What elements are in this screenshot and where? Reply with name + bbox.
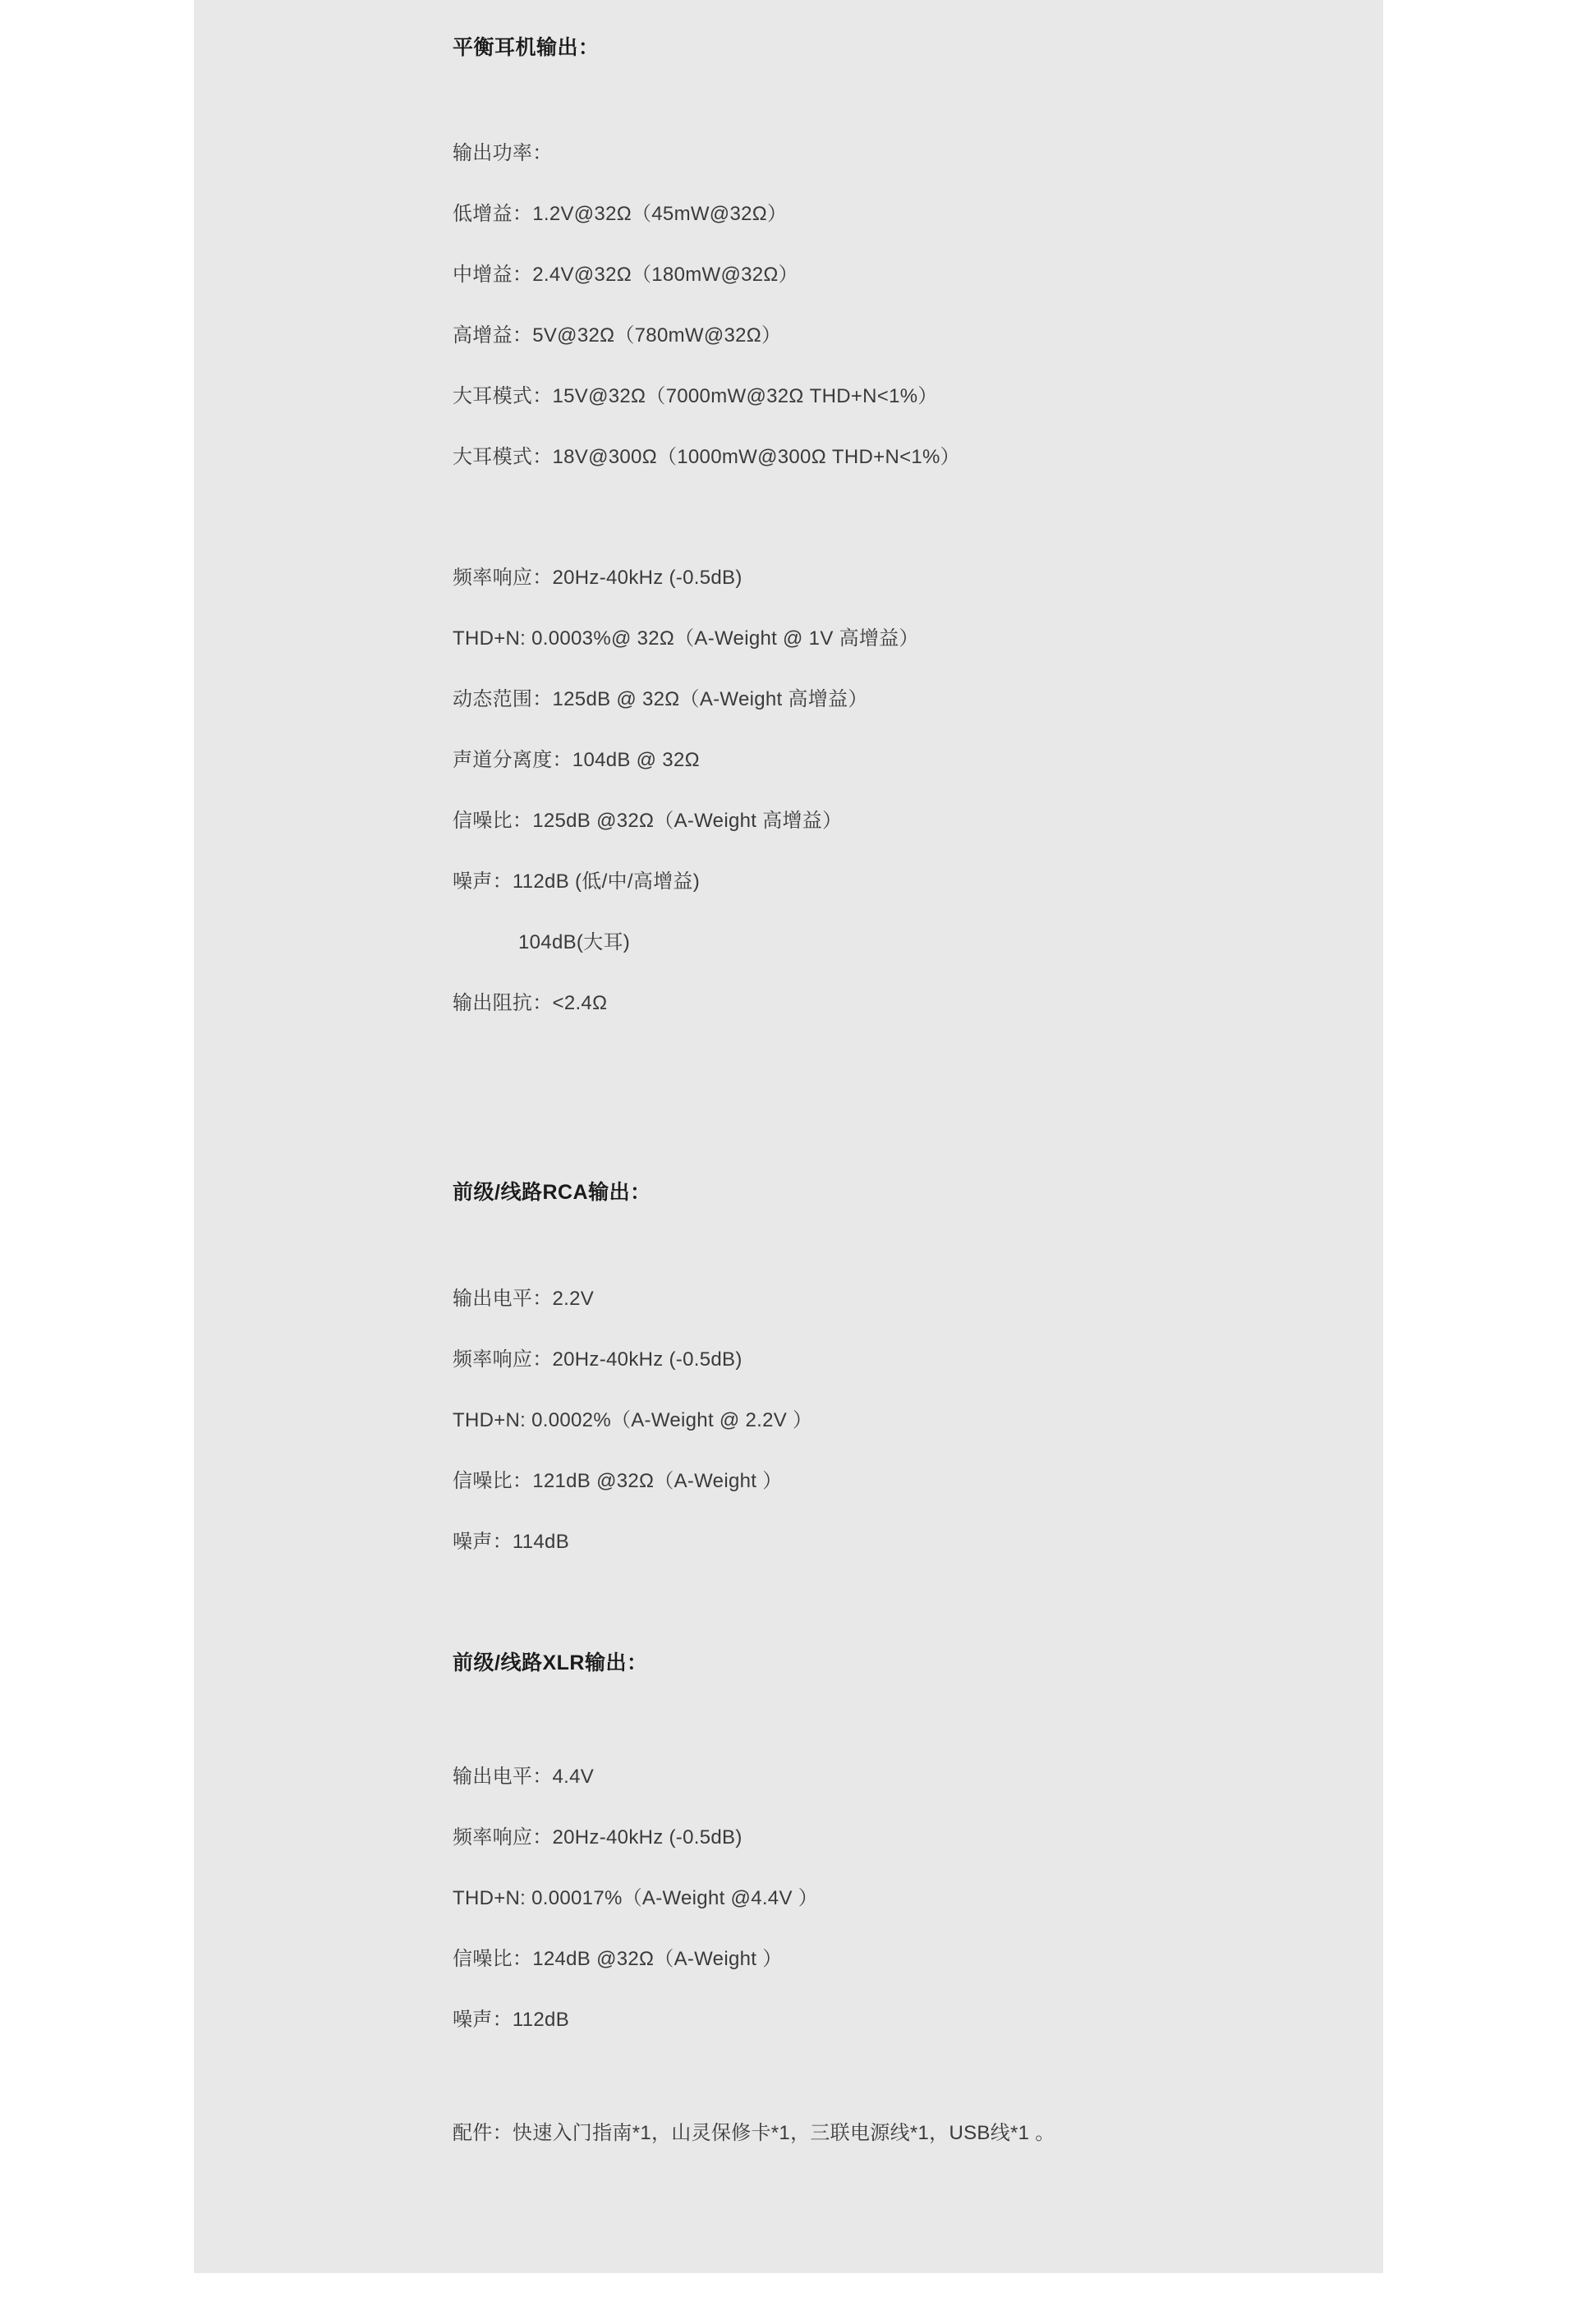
rca-line-1	[453, 1350, 1520, 1370]
spec-line: 中增益：2.4V@32Ω（180mW@32Ω）	[453, 264, 798, 286]
measurement-line-2	[453, 690, 1520, 710]
rca-line-2	[453, 1411, 1520, 1431]
rca-line-4	[453, 1532, 1520, 1552]
spec-line: 输出电平：2.2V	[453, 1288, 595, 1310]
spec-line: 104dB(大耳)	[518, 931, 631, 953]
spec-line: 频率响应：20Hz-40kHz (-0.5dB)	[453, 1348, 743, 1371]
output-power-line-3	[453, 326, 1520, 346]
spec-line: 信噪比：124dB @32Ω（A-Weight ）	[453, 1948, 783, 1970]
xlr-line-4	[453, 2010, 1520, 2030]
xlr-line-1	[453, 1828, 1520, 1848]
rca-line-0	[453, 1289, 1520, 1309]
xlr-line-3	[453, 1950, 1520, 1969]
rca-line-3	[453, 1472, 1520, 1491]
section-title: 前级/线路RCA输出：	[453, 1181, 651, 1204]
output-power-line-1	[453, 204, 1520, 224]
spec-line: 噪声：112dB (低/中/高增益)	[453, 870, 701, 893]
spec-line: 噪声：114dB	[453, 1531, 570, 1553]
measurement-line-0	[453, 568, 1520, 588]
output-power-line-5	[453, 448, 1520, 467]
spec-line: 信噪比：121dB @32Ω（A-Weight ）	[453, 1470, 783, 1492]
spec-line: 频率响应：20Hz-40kHz (-0.5dB)	[453, 1826, 743, 1849]
spec-line: 输出阻抗：<2.4Ω	[453, 992, 608, 1014]
section-title: 平衡耳机输出：	[453, 36, 600, 59]
spec-line: 声道分离度：104dB @ 32Ω	[453, 749, 700, 771]
spec-line: 信噪比：125dB @32Ω（A-Weight 高增益）	[453, 810, 843, 832]
measurement-line-output-impedance	[453, 994, 1520, 1013]
spec-line: 高增益：5V@32Ω（780mW@32Ω）	[453, 324, 782, 347]
section-heading-balanced-headphone-output	[453, 31, 1520, 61]
spec-line: THD+N: 0.0003%@ 32Ω（A-Weight @ 1V 高增益）	[453, 627, 919, 650]
accessories-line	[453, 2124, 1520, 2143]
measurement-line-1	[453, 629, 1520, 649]
measurement-line-3	[453, 751, 1520, 770]
spec-line: THD+N: 0.00017%（A-Weight @4.4V ）	[453, 1887, 819, 1909]
spec-line: 噪声：112dB	[453, 2009, 570, 2031]
spec-line: 大耳模式：18V@300Ω（1000mW@300Ω THD+N<1%）	[453, 446, 960, 468]
output-power-line-4	[453, 387, 1520, 406]
spec-line: 频率响应：20Hz-40kHz (-0.5dB)	[453, 567, 743, 589]
measurement-line-5	[453, 872, 1520, 892]
spec-line: 大耳模式：15V@32Ω（7000mW@32Ω THD+N<1%）	[453, 385, 938, 407]
measurement-line-noise-continuation	[453, 933, 1520, 953]
spec-line: 输出功率：	[453, 142, 553, 164]
output-power-line-2	[453, 265, 1520, 285]
spec-line: 输出电平：4.4V	[453, 1766, 595, 1788]
xlr-line-0	[453, 1767, 1520, 1787]
xlr-line-2	[453, 1889, 1520, 1908]
spec-line: THD+N: 0.0002%（A-Weight @ 2.2V ）	[453, 1409, 813, 1431]
section-heading-preamp-rca-output	[453, 1176, 1520, 1206]
measurement-line-4	[453, 811, 1520, 831]
spec-sheet-panel	[194, 0, 1383, 2273]
spec-line: 低增益：1.2V@32Ω（45mW@32Ω）	[453, 203, 788, 225]
section-title: 前级/线路XLR输出：	[453, 1651, 648, 1674]
spec-line: 动态范围：125dB @ 32Ω（A-Weight 高增益）	[453, 688, 868, 710]
spec-line: 配件：快速入门指南*1，山灵保修卡*1，三联电源线*1，USB线*1 。	[453, 2122, 1055, 2144]
output-power-line-0	[453, 144, 1520, 163]
section-heading-preamp-xlr-output	[453, 1647, 1520, 1676]
